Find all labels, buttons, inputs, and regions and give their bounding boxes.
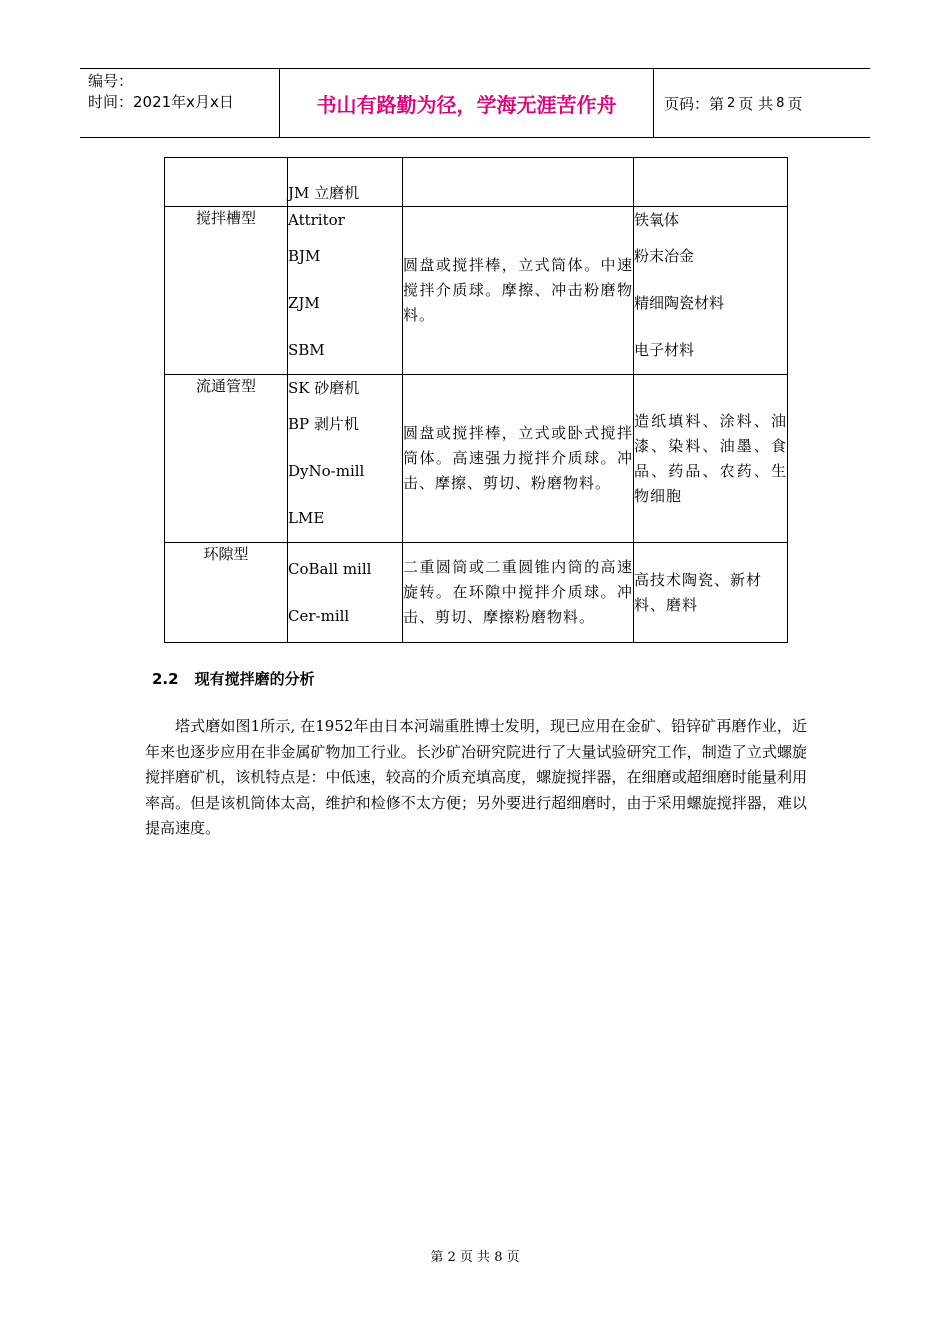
table-description-cell: 圆盘或搅拌棒，立式筒体。中速搅拌介质球。摩擦、冲击粉磨物料。 bbox=[403, 207, 634, 375]
model-name: SBM bbox=[288, 341, 325, 359]
section-number: 2.2 bbox=[152, 670, 179, 688]
application-item: 铁氧体 bbox=[634, 211, 680, 229]
table-row bbox=[165, 207, 788, 375]
table-models-cell bbox=[288, 207, 403, 375]
header-motto: 书山有路勤为径，学海无涯苦作舟 bbox=[280, 69, 654, 137]
document-date: 时间：2021年x月x日 bbox=[88, 93, 234, 111]
table-applications-cell bbox=[634, 158, 788, 207]
model-name: CoBall mill bbox=[288, 559, 372, 578]
document-number-label: 编号： bbox=[88, 72, 134, 90]
page-suffix: 页 bbox=[787, 94, 803, 113]
page-mid: 页 共 bbox=[738, 94, 774, 113]
table-models-cell bbox=[288, 375, 403, 543]
section-heading bbox=[152, 668, 315, 689]
table-row bbox=[165, 543, 788, 643]
header-page-number bbox=[654, 69, 870, 137]
table-category-cell: 流通管型 bbox=[165, 375, 288, 543]
page-current: 2 bbox=[727, 95, 736, 111]
table-description-cell bbox=[403, 158, 634, 207]
body-paragraph: 塔式磨如图1所示, 在1952年由日本河端重胜博士发明，现已应用在金矿、铅锌矿再磨作业，近年来也逐步应用在非金属矿物加工行业。长沙矿冶研究院进行了大量试验研究工作，制造了立式螺旋搅拌磨矿机，该机特点是：中低速，较高的介质充填高度，螺旋搅拌器，在细磨或超细磨时能量利用率高。但是该机筒体太高，维护和检修不太方便；另外要进行超细磨时，由于采用螺旋搅拌器，难以提高速度。 bbox=[145, 717, 807, 837]
model-name: BP 剥片机 bbox=[288, 415, 359, 433]
table-row bbox=[165, 158, 788, 207]
application-item: 粉末冶金 bbox=[634, 247, 695, 265]
table-description-cell: 二重圆筒或二重圆锥内筒的高速旋转。在环隙中搅拌介质球。冲击、剪切、摩擦粉磨物料。 bbox=[403, 543, 634, 643]
table-models-cell bbox=[288, 543, 403, 643]
model-name: LME bbox=[288, 509, 325, 527]
table-applications-cell bbox=[634, 207, 788, 375]
model-name: JM 立磨机 bbox=[288, 184, 360, 202]
table-category-cell: 搅拌槽型 bbox=[165, 207, 288, 375]
page-footer: 第 2 页 共 8 页 bbox=[430, 1250, 520, 1265]
model-name: Cer-mill bbox=[288, 606, 350, 625]
page-header bbox=[80, 68, 870, 138]
header-meta bbox=[80, 69, 280, 137]
table-models-cell bbox=[288, 158, 403, 207]
table-category-cell: 环隙型 bbox=[165, 543, 288, 643]
model-name: Attritor bbox=[288, 211, 345, 229]
table-category-cell bbox=[165, 158, 288, 207]
model-name: ZJM bbox=[288, 294, 320, 312]
model-name: SK 砂磨机 bbox=[288, 379, 360, 397]
table-applications-cell: 造纸填料、涂料、油漆、染料、油墨、食品、药品、农药、生物细胞 bbox=[634, 375, 788, 543]
model-name: DyNo-mill bbox=[288, 462, 365, 480]
table-description-cell: 圆盘或搅拌棒，立式或卧式搅拌筒体。高速强力搅拌介质球。冲击、摩擦、剪切、粉磨物料。 bbox=[403, 375, 634, 543]
application-item: 精细陶瓷材料 bbox=[634, 294, 725, 312]
application-item: 电子材料 bbox=[634, 341, 695, 359]
model-name: BJM bbox=[288, 247, 321, 265]
table-applications-cell: 高技术陶瓷、新材料、磨料 bbox=[634, 543, 788, 643]
section-title: 现有搅拌磨的分析 bbox=[194, 670, 315, 688]
mill-types-table bbox=[164, 157, 788, 643]
page-prefix: 页码：第 bbox=[664, 94, 725, 113]
page-total: 8 bbox=[776, 95, 785, 111]
table-row bbox=[165, 375, 788, 543]
